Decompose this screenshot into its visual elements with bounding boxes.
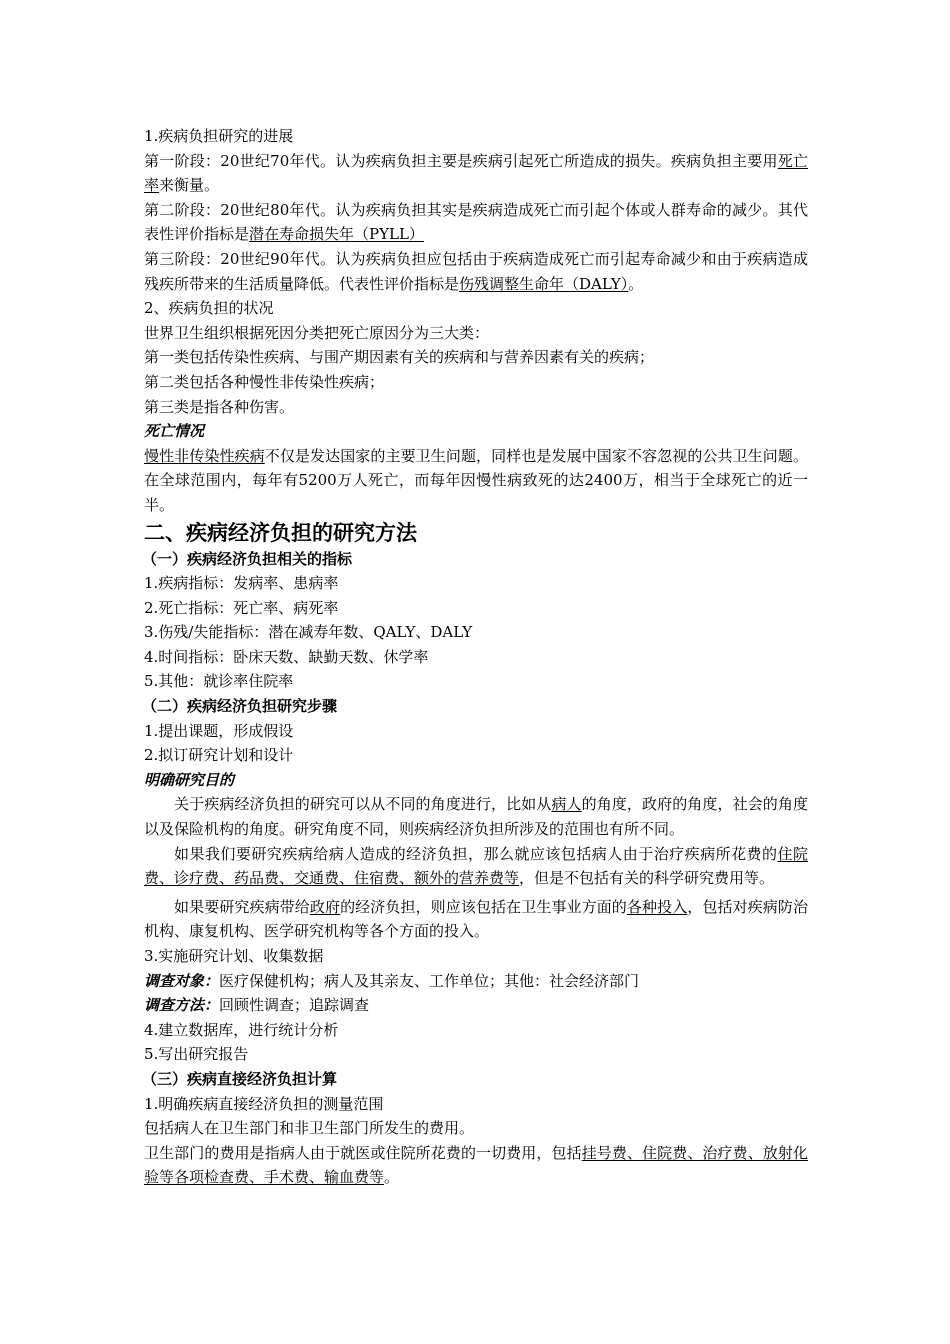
step-item: 3.实施研究计划、收集数据 (144, 947, 324, 965)
para2-underline: 住院费、诊疗费、药品费、交通费、住宿费、额外的营养费等 (144, 844, 808, 888)
indicator-item: 2.死亡指标：死亡率、病死率 (144, 598, 339, 617)
stage2-underline: 潜在寿命损失年（PYLL） (249, 225, 424, 244)
para3-underline-2: 各种投入 (626, 897, 688, 916)
survey-method (144, 993, 808, 1018)
document-body (144, 124, 808, 1190)
stage3-text: 第三阶段：20世纪90年代。认为疾病负担应包括由于疾病造成死亡而引起寿命减少和由于疾病造成残疾所带来的生活质量降低。代表性评价指标是 (144, 249, 808, 293)
survey-object (144, 969, 808, 994)
stage1-paragraph (144, 149, 808, 198)
step-item: 1.提出课题，形成假设 (144, 721, 294, 740)
para3-underline-1: 政府 (309, 897, 341, 916)
para1-text: 关于疾病经济负担的研究可以从不同的角度进行，比如从 (174, 795, 552, 814)
stage3-paragraph (144, 247, 808, 296)
indicator-item: 1.疾病指标：发病率、患病率 (144, 574, 339, 593)
sub2-title: （二）疾病经济负担研究步骤 (142, 697, 338, 716)
section2-line: 世界卫生组织根据死因分类把死亡原因分为三大类： (144, 323, 490, 342)
direct-cost-item: 1.明确疾病直接经济负担的测量范围 (144, 1094, 384, 1113)
para1-underline: 病人 (551, 795, 582, 814)
chapter2-title: 二、疾病经济负担的研究方法 (144, 519, 417, 545)
stage1-underline: 死亡率 (144, 151, 808, 195)
death-text: 不仅是发达国家的主要卫生问题，同样也是发展中国家不容忽视的公共卫生问题。在全球范围内，每年有5200万人死亡，而每年因慢性病致死的达2400万，相当于全球死亡的近一半。 (144, 446, 808, 514)
stage2-text: 第二阶段：20世纪80年代。认为疾病负担其实是疾病造成死亡而引起个体或人群寿命的减少。其代表性评价指标是 (144, 200, 808, 244)
para2-text: 如果我们要研究疾病给病人造成的经济负担，那么就应该包括病人由于治疗疾病所花费的 (174, 844, 778, 863)
death-underline: 慢性非传染性疾病 (144, 446, 265, 465)
para3-text-mid: 的经济负担，则应该包括在卫生事业方面的 (340, 897, 627, 916)
health-dept-paragraph (144, 1141, 808, 1190)
survey-method-label: 调查方法： (144, 996, 220, 1015)
step-item: 4.建立数据库，进行统计分析 (144, 1020, 339, 1039)
stage2-paragraph (144, 198, 808, 247)
stage1-text: 第一阶段：20世纪70年代。认为疾病负担主要是疾病引起死亡所造成的损失。疾病负担主要用 (144, 151, 778, 170)
sub1-title: （一）疾病经济负担相关的指标 (142, 549, 353, 568)
section1-title: 1.疾病负担研究的进展 (144, 127, 294, 145)
section2-line: 第二类包括各种慢性非传染性疾病； (144, 372, 385, 391)
para3-text: 如果要研究疾病带给 (174, 897, 310, 916)
section2-line: 第三类是指各种伤害。 (144, 397, 295, 416)
step-item: 2.拟订研究计划和设计 (144, 746, 294, 765)
health-dept-underline: 挂号费、住院费、治疗费、放射化验等各项检查费、手术费、输血费等 (144, 1143, 808, 1187)
indicator-item: 5.其他：就诊率住院率 (144, 672, 294, 691)
para1-text-end: 的角度，政府的角度，社会的角度以及保险机构的角度。研究角度不同，则疾病经济负担所涉及的范围也有所不同。 (144, 795, 808, 839)
indicator-item: 4.时间指标：卧床天数、缺勤天数、休学率 (144, 647, 429, 666)
death-paragraph (144, 444, 808, 518)
para3-text-end: ，包括对疾病防治机构、康复机构、医学研究机构等各个方面的投入。 (144, 897, 808, 941)
health-dept-text: 卫生部门的费用是指病人由于就医或住院所花费的一切费用，包括 (144, 1143, 582, 1162)
section2-line: 第一类包括传染性疾病、与围产期因素有关的疾病和与营养因素有关的疾病； (144, 348, 655, 367)
goal-paragraph-2 (144, 842, 808, 891)
section2-title: 2、疾病负担的状况 (144, 299, 274, 318)
goal-paragraph-3 (144, 895, 808, 944)
para2-text-end: ，但是不包括有关的科学研究费用等。 (519, 869, 775, 888)
goal-heading: 明确研究目的 (144, 770, 235, 789)
stage3-underline: 伤残调整生命年（DALY） (459, 274, 629, 293)
death-heading: 死亡情况 (144, 422, 205, 441)
survey-object-text: 医疗保健机构；病人及其亲友、工作单位；其他：社会经济部门 (219, 971, 640, 990)
step-item: 5.写出研究报告 (144, 1045, 249, 1064)
stage3-text-end: 。 (628, 274, 644, 293)
stage1-text-end: 来衡量。 (159, 176, 220, 195)
direct-cost-line: 包括病人在卫生部门和非卫生部门所发生的费用。 (144, 1119, 475, 1138)
survey-object-label: 调查对象： (144, 971, 220, 990)
health-dept-text-end: 。 (384, 1168, 400, 1187)
goal-paragraph-1 (144, 792, 808, 841)
indicator-item: 3.伤残/失能指标：潜在减寿年数、QALY、DALY (144, 623, 473, 642)
survey-method-text: 回顾性调查；追踪调查 (219, 996, 370, 1015)
sub3-title: （三）疾病直接经济负担计算 (142, 1069, 338, 1088)
